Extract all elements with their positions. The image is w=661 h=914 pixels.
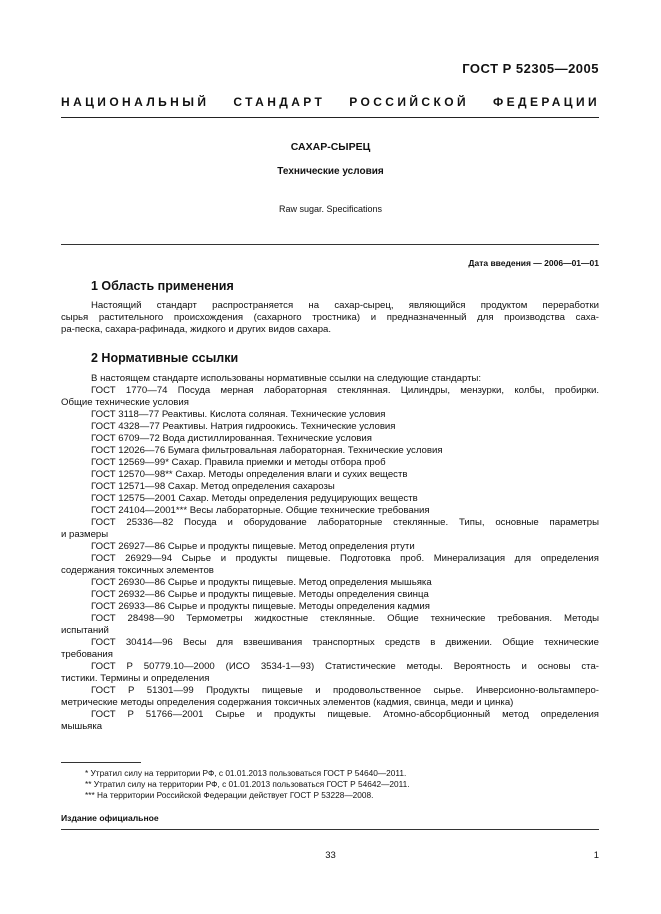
section-1-body xyxy=(61,300,599,336)
reference-line: и размеры xyxy=(61,529,109,540)
reference-line: ГОСТ Р 50779.10—2000 (ИСО 3534-1—93) Статистические методы. Вероятность и основы ста- xyxy=(91,661,599,672)
reference-line: ГОСТ 3118—77 Реактивы. Кислота соляная. Технические условия xyxy=(91,409,386,420)
footer-divider xyxy=(61,829,599,830)
reference-line: ГОСТ 26932—86 Сырье и продукты пищевые. Методы определения свинца xyxy=(91,589,429,600)
reference-line: ГОСТ 28498—90 Термометры жидкостные стеклянные. Общие технические требования. Методы xyxy=(91,613,599,624)
reference-line: ГОСТ 12570—98** Сахар. Методы определения влаги и сухих веществ xyxy=(91,469,408,480)
reference-line: ГОСТ 25336—82 Посуда и оборудование лабораторные стеклянные. Типы, основные параметры xyxy=(91,517,599,528)
reference-line: ГОСТ 26930—86 Сырье и продукты пищевые. Метод определения мышьяка xyxy=(91,577,432,588)
reference-line: ГОСТ 6709—72 Вода дистиллированная. Технические условия xyxy=(91,433,372,444)
footnote: * Утратил силу на территории РФ, с 01.01.2013 пользоваться ГОСТ Р 54640—2011. xyxy=(85,768,407,778)
section-2-heading: 2 Нормативные ссылки xyxy=(91,351,239,365)
title-divider xyxy=(61,244,599,245)
reference-line: испытаний xyxy=(61,625,109,636)
page-number: 33 xyxy=(325,850,336,861)
reference-line: Общие технические условия xyxy=(61,397,189,408)
reference-line: мышьяка xyxy=(61,721,103,732)
reference-line: ГОСТ 12571—98 Сахар. Метод определения сахарозы xyxy=(91,481,335,492)
reference-line: ГОСТ 1770—74 Посуда мерная лабораторная стеклянная. Цилиндры, мензурки, колбы, пробирки. xyxy=(91,385,599,396)
paragraph-line: ра-песка, сахара-рафинада, жидкого и других видов сахара. xyxy=(61,324,332,335)
reference-line: требования xyxy=(61,649,113,660)
reference-line: ГОСТ Р 51766—2001 Сырье и продукты пищевые. Атомно-абсорбционный метод определения xyxy=(91,709,599,720)
document-subtitle: Технические условия xyxy=(277,166,384,177)
reference-line: ГОСТ 4328—77 Реактивы. Натрия гидроокись. Технические условия xyxy=(91,421,396,432)
reference-line: ГОСТ 26929—94 Сырье и продукты пищевые. Подготовка проб. Минерализация для определения xyxy=(91,553,599,564)
section-1-heading: 1 Область применения xyxy=(91,279,234,293)
reference-line: ГОСТ 12026—76 Бумага фильтровальная лабораторная. Технические условия xyxy=(91,445,443,456)
reference-line: ГОСТ 12575—2001 Сахар. Методы определения редуцирующих веществ xyxy=(91,493,418,504)
footnotes xyxy=(61,768,599,801)
reference-line: В настоящем стандарте использованы нормативные ссылки на следующие стандарты: xyxy=(91,373,482,384)
footnote: ** Утратил силу на территории РФ, с 01.01.2013 пользоваться ГОСТ Р 54642—2011. xyxy=(85,779,410,789)
reference-line: тистики. Термины и определения xyxy=(61,673,210,684)
document-title: САХАР-СЫРЕЦ xyxy=(290,141,371,153)
footnote: *** На территории Российской Федерации действует ГОСТ Р 53228—2008. xyxy=(85,790,374,800)
reference-line: метрические методы определения содержания токсичных элементов (кадмия, свинца, меди и цинка) xyxy=(61,697,514,708)
reference-line: ГОСТ 12569—99* Сахар. Правила приемки и методы отбора проб xyxy=(91,457,386,468)
document-title-english: Raw sugar. Specifications xyxy=(278,204,383,214)
reference-line: ГОСТ Р 51301—99 Продукты пищевые и продовольственное сырье. Инверсионно-вольтамперо- xyxy=(91,685,599,696)
standard-type-heading: НАЦИОНАЛЬНЫЙ СТАНДАРТ РОССИЙСКОЙ ФЕДЕРАЦИИ xyxy=(61,95,600,109)
paragraph-line: Настоящий стандарт распространяется на сахар-сырец, являющийся продуктом переработки xyxy=(91,300,599,311)
reference-line: ГОСТ 24104—2001*** Весы лабораторные. Общие технические требования xyxy=(91,505,430,516)
section-2-body xyxy=(61,373,599,733)
paragraph-line: сырья растительного происхождения (сахарного тростника) и предназначенный для производства саха- xyxy=(61,312,599,323)
reference-line: ГОСТ 30414—96 Весы для взвешивания транспортных средств в движении. Общие технические xyxy=(91,637,599,648)
gost-number: ГОСТ Р 52305—2005 xyxy=(462,61,599,76)
introduction-date: Дата введения — 2006—01—01 xyxy=(468,258,599,268)
sheet-number: 1 xyxy=(593,850,599,861)
edition-label: Издание официальное xyxy=(61,813,159,823)
reference-line: ГОСТ 26933—86 Сырье и продукты пищевые. Методы определения кадмия xyxy=(91,601,430,612)
reference-line: содержания токсичных элементов xyxy=(61,565,214,576)
reference-line: ГОСТ 26927—86 Сырье и продукты пищевые. Метод определения ртути xyxy=(91,541,415,552)
footnote-divider xyxy=(61,762,141,763)
header-divider xyxy=(61,117,599,118)
